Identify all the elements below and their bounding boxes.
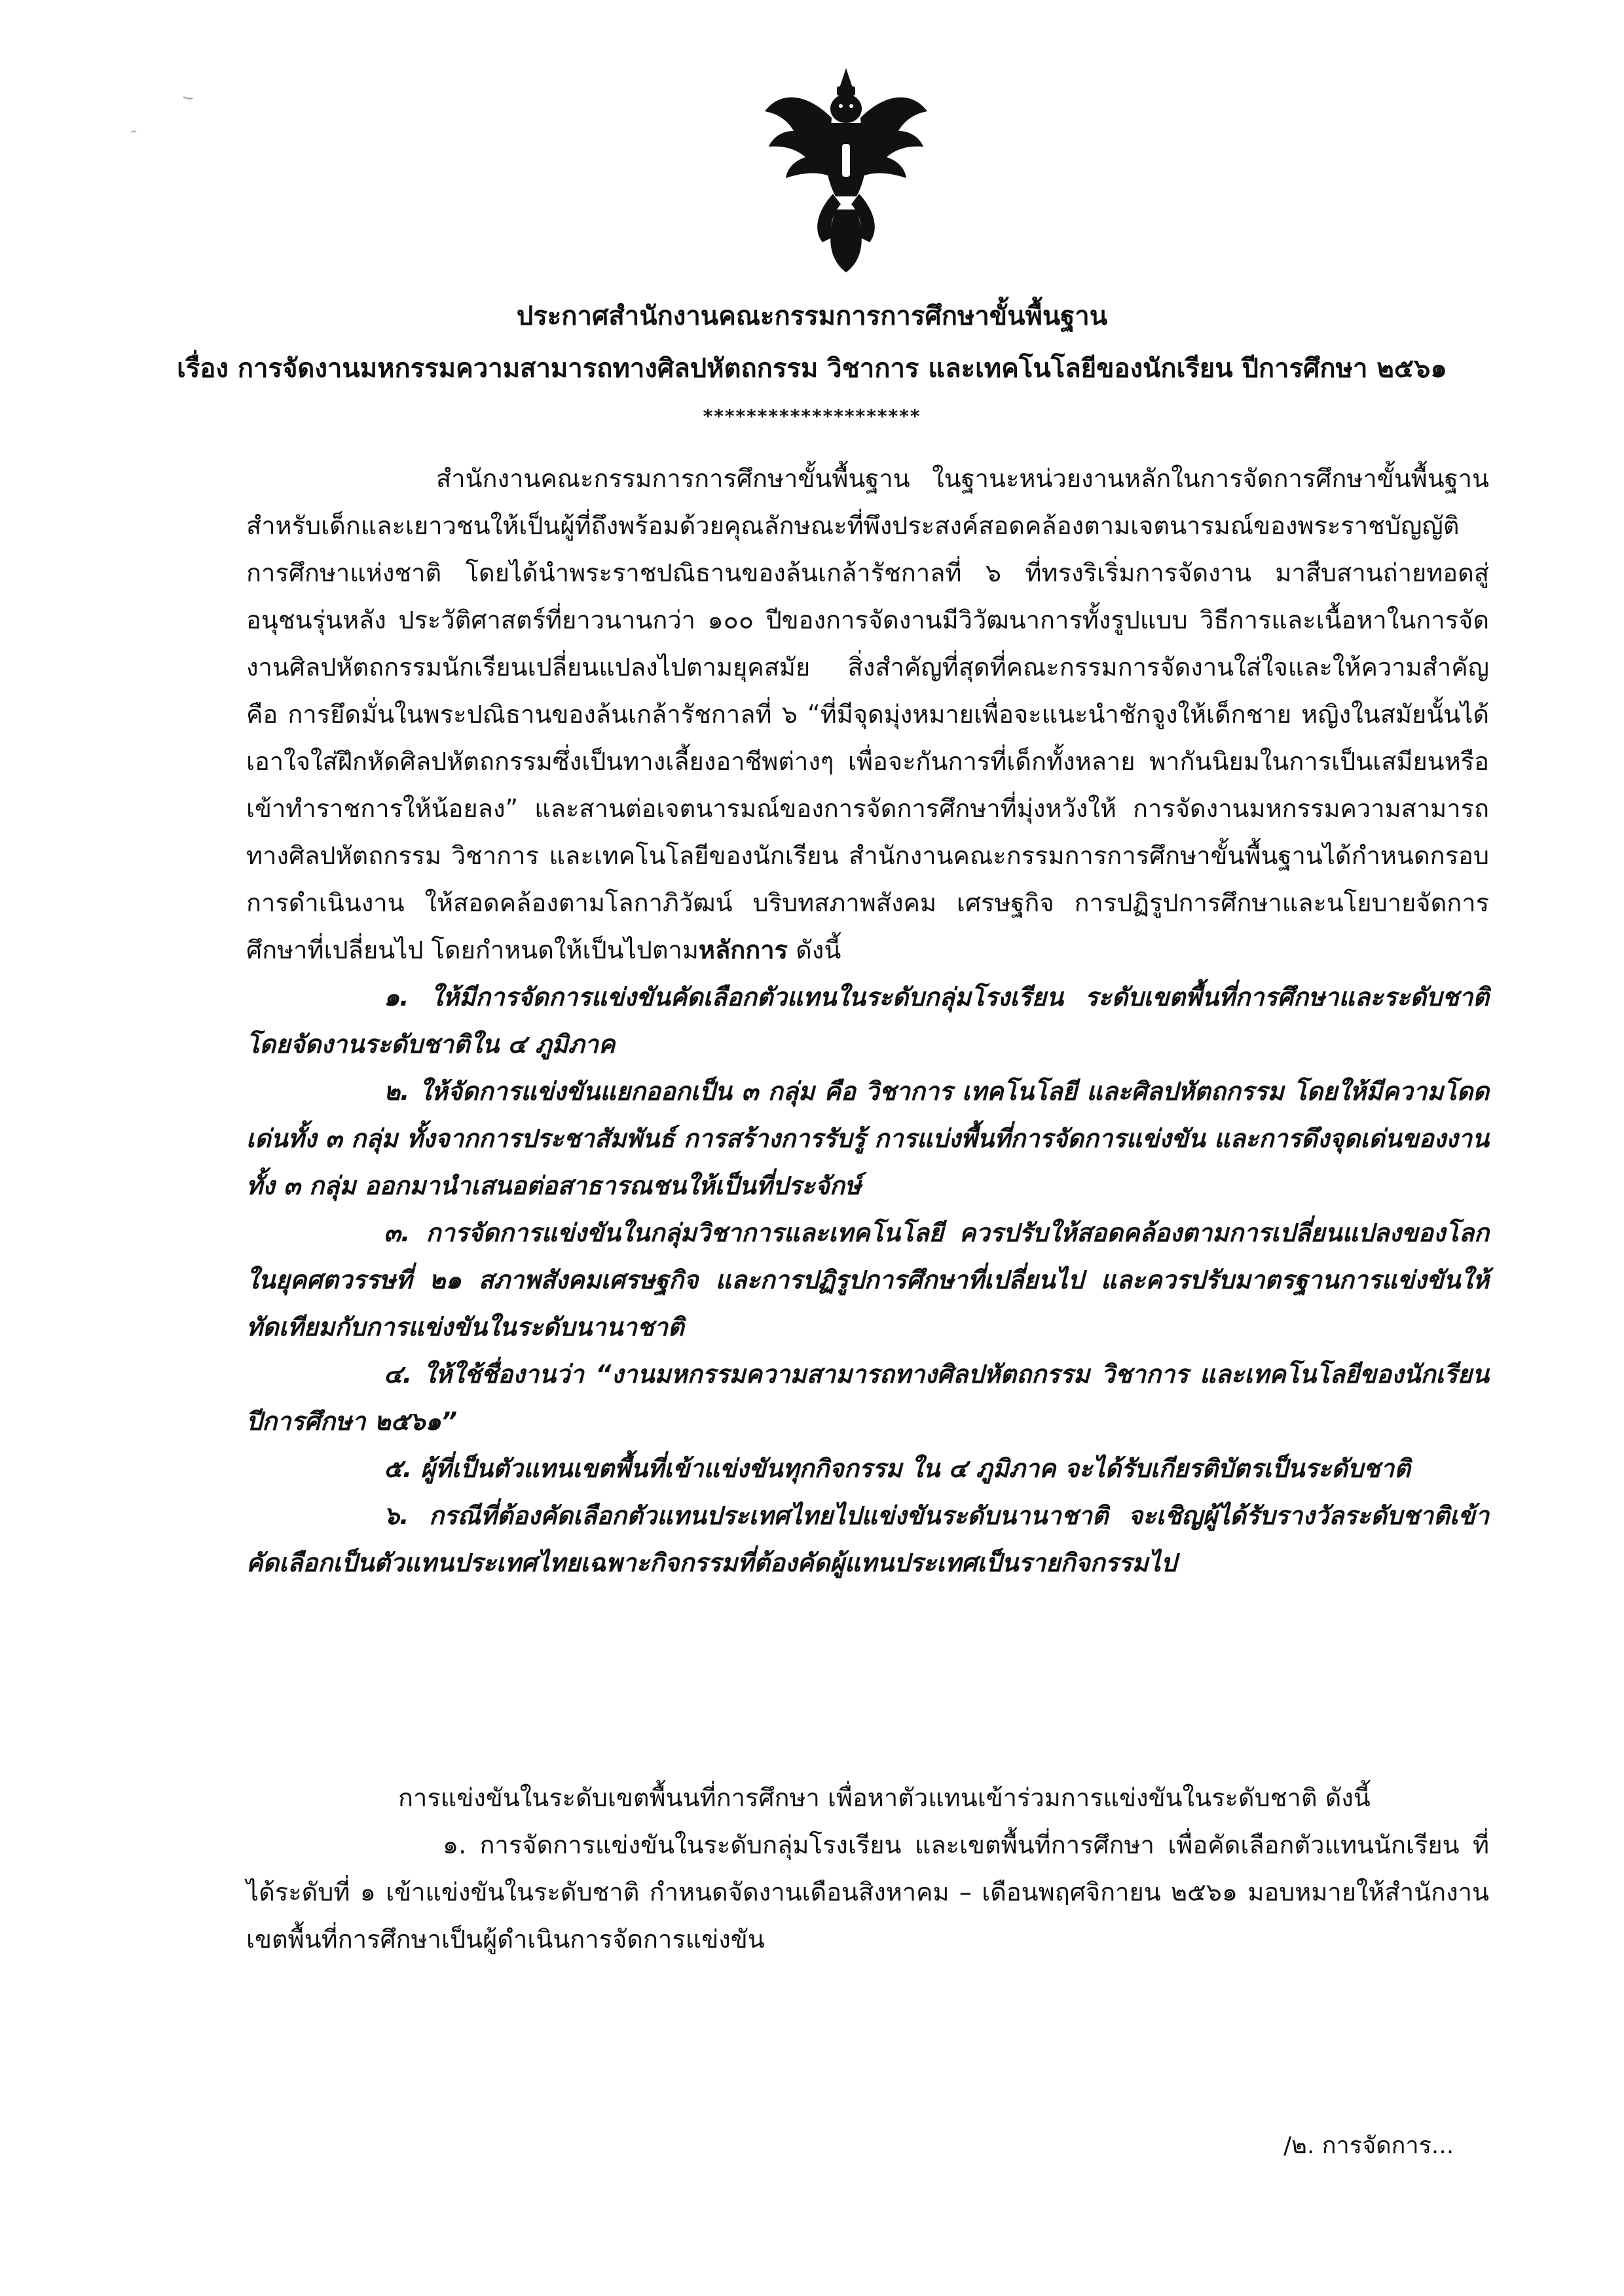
page-continuation: /๒. การจัดการ...: [1283, 2132, 1454, 2159]
principle-item-2: ๒. ให้จัดการแข่งขันแยกออกเป็น ๓ กลุ่ม คือ วิชาการ เทคโนโลยี และศิลปหัตถกรรม โดยให้มีความโดดเด่นทั้ง ๓ กลุ่ม ทั้งจากการประชาสัมพันธ์ การสร้างการรับรู้ การแบ่งพื้นที่การจัดการแข่งขัน และการดึงจุดเด่นของงานทั้ง ๓ กลุ่ม ออกมานำเสนอต่อสาธารณชนให้เป็นที่ประจักษ์: [246, 1077, 1489, 1200]
announcement-title: ประกาศสำนักงานคณะกรรมการการศึกษาขั้นพื้นฐาน: [516, 301, 1108, 331]
principle-item-4: ๔. ให้ใช้ชื่องานว่า “งานมหกรรมความสามารถทางศิลปหัตถกรรม วิชาการ และเทคโนโลยีของนักเรียน ปีการศึกษา ๒๕๖๑”: [246, 1360, 1489, 1436]
scan-mark: [124, 92, 216, 137]
announcement-body: [246, 455, 1489, 1586]
principle-item-6: ๖. กรณีที่ต้องคัดเลือกตัวแทนประเทศไทยไปแข่งขันระดับนานาชาติ จะเชิญผู้ได้รับรางวัลระดับชาติเข้าคัดเลือกเป็นตัวแทนประเทศไทยเฉพาะกิจกรรมที่ต้องคัดผู้แทนประเทศเป็นรายกิจกรรมไป: [246, 1501, 1489, 1577]
separator-stars: ********************: [703, 405, 921, 427]
principle-item-3: ๓. การจัดการแข่งขันในกลุ่มวิชาการและเทคโนโลยี ควรปรับให้สอดคล้องตามการเปลี่ยนแปลงของโลกในยุคศตวรรษที่ ๒๑ สภาพสังคมเศรษฐกิจ และการปฏิรูปการศึกษาที่เปลี่ยนไป และควรปรับมาตรฐานการแข่งขันให้ทัดเทียมกับการแข่งขันในระดับนานาชาติ: [246, 1218, 1489, 1341]
announcement-subject: เรื่อง การจัดงานมหกรรมความสามารถทางศิลปหัตถกรรม วิชาการ และเทคโนโลยีของนักเรียน ปีการศึกษา ๒๕๖๑: [177, 354, 1447, 384]
intro-bold-term: หลักการ: [698, 936, 788, 964]
area-competition-item-1: ๑. การจัดการแข่งขันในระดับกลุ่มโรงเรียน และเขตพื้นที่การศึกษา เพื่อคัดเลือกตัวแทนนักเรียน ที่ได้ระดับที่ ๑ เข้าแข่งขันในระดับชาติ กำหนดจัดงานเดือนสิงหาคม – เดือนพฤศจิกายน ๒๕๖๑ มอบหมายให้สำนักงานเขตพื้นที่การศึกษาเป็นผู้ดำเนินการจัดการแข่งขัน: [246, 1831, 1489, 1954]
principle-item-1: ๑. ให้มีการจัดการแข่งขันคัดเลือกตัวแทนในระดับกลุ่มโรงเรียน ระดับเขตพื้นที่การศึกษาและระดับชาติ โดยจัดงานระดับชาติใน ๔ ภูมิภาค: [246, 983, 1489, 1059]
intro-paragraph: [246, 455, 1489, 974]
intro-text: สำนักงานคณะกรรมการการศึกษาขั้นพื้นฐาน ในฐานะหน่วยงานหลักในการจัดการศึกษาขั้นพื้นฐาน สำหรับเด็กและเยาวชนให้เป็นผู้ที่ถึงพร้อมด้วยคุณลักษณะที่พึงประสงค์สอดคล้องตามเจตนารมณ์ของพระราชบัญญัติการศึกษาแห่งชาติ โดยได้นำพระราชปณิธานของล้นเกล้ารัชกาลที่ ๖ ที่ทรงริเริ่มการจัดงาน มาสืบสานถ่ายทอดสู่อนุชนรุ่นหลัง ประวัติศาสตร์ที่ยาวนานกว่า ๑๐๐ ปีของการจัดงานมีวิวัฒนาการทั้งรูปแบบ วิธีการและเนื้อหาในการจัดงานศิลปหัตถกรรมนักเรียนเปลี่ยนแปลงไปตามยุคสมัย สิ่งสำคัญที่สุดที่คณะกรรมการจัดงานใส่ใจและให้ความสำคัญ คือ การยึดมั่นในพระปณิธานของล้นเกล้ารัชกาลที่ ๖ “ที่มีจุดมุ่งหมายเพื่อจะแนะนำชักจูงให้เด็กชาย หญิงในสมัยนั้นได้เอาใจใส่ฝึกหัดศิลปหัตถกรรมซึ่งเป็นทางเลี้ยงอาชีพต่างๆ เพื่อจะกันการที่เด็กทั้งหลาย พากันนิยมในการเป็นเสมียนหรือ เข้าทำราชการให้น้อยลง” และสานต่อเจตนารมณ์ของการจัดการศึกษาที่มุ่งหวังให้ การจัดงานมหกรรมความสามารถทางศิลปหัตถกรรม วิชาการ และเทคโนโลยีของนักเรียน สำนักงานคณะกรรมการการศึกษาขั้นพื้นฐานได้กำหนดกรอบการดำเนินงาน ให้สอดคล้องตามโลกาภิวัฒน์ บริบทสภาพสังคม เศรษฐกิจ การปฏิรูปการศึกษาและนโยบายจัดการศึกษาที่เปลี่ยนไป โดยกำหนดให้เป็นไปตาม: [246, 464, 1489, 964]
intro-tail: ดังนี้: [788, 936, 841, 964]
principle-item-5: ๕. ผู้ที่เป็นตัวแทนเขตพื้นที่เข้าแข่งขันทุกกิจกรรม ใน ๔ ภูมิภาค จะได้รับเกียรติบัตรเป็นระดับชาติ: [384, 1454, 1411, 1483]
garuda-emblem-icon: [760, 65, 932, 275]
area-competition-section: [246, 1774, 1489, 1963]
area-competition-lead: การแข่งขันในระดับเขตพื้นนที่การศึกษา เพื่อหาตัวแทนเข้าร่วมการแข่งขันในระดับชาติ ดังนี้: [398, 1783, 1371, 1812]
